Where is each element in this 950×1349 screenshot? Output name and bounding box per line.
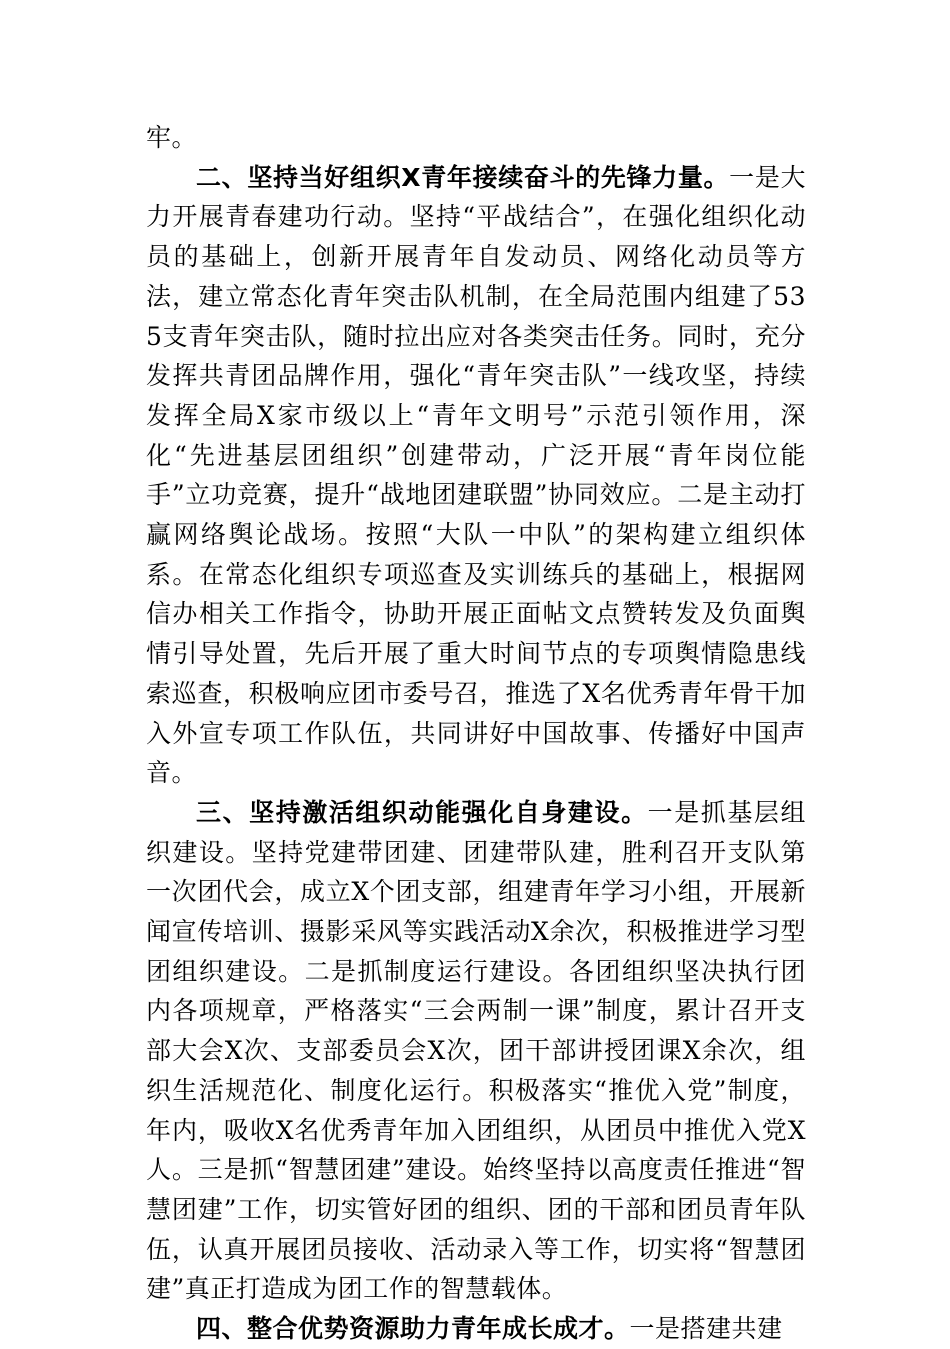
paragraph-text: 一是大力开展青春建功行动。坚持“平战结合”，在强化组织化动员的基础上，创新开展青年自发动员、网络化动员等方法，建立常态化青年突击队机制，在全局范围内组建了535支青年突击队，随时拉出应对各类突击任务。同时，充分发挥共青团品牌作用，强化“青年突击队”一线攻坚，持续发挥全局X家市级以上“青年文明号”示范引领作用，深化“先进基层团组织”创建带动，广泛开展“青年岗位能手”立功竞赛，提升“战地团建联盟”协同效应。二是主动打赢网络舆论战场。按照“大队一中队”的架构建立组织体系。在常态化组织专项巡查及实训练兵的基础上，根据网信办相关工作指令，协助开展正面帖文点赞转发及负面舆情引导处置，先后开展了重大时间节点的专项舆情隐患线索巡查，积极响应团市委号召，推选了X名优秀青年骨干加入外宣专项工作队伍，共同讲好中国故事、传播好中国声音。 (146, 162, 806, 788)
paragraph-section-two (146, 158, 806, 793)
paragraph-text: 一是抓基层组织建设。坚持党建带团建、团建带队建，胜利召开支队第一次团代会，成立X个团支部，组建青年学习小组，开展新闻宣传培训、摄影采风等实践活动X余次，积极推进学习型团组织建设。二是抓制度运行建设。各团组织坚决执行团内各项规章，严格落实“三会两制一课”制度，累计召开支部大会X次、支部委员会X次，团干部讲授团课X余次，组织生活规范化、制度化运行。积极落实“推优入党”制度，年内，吸收X名优秀青年加入团组织，从团员中推优入党X人。三是抓“智慧团建”建设。始终坚持以高度责任推进“智慧团建”工作，切实管好团的组织、团的干部和团员青年队伍，认真开展团员接收、活动录入等工作，切实将“智慧团建”真正打造成为团工作的智慧载体。 (146, 797, 806, 1304)
paragraph-section-three (146, 793, 806, 1309)
section-heading: 二、坚持当好组织X青年接续奋斗的先锋力量。 (196, 162, 730, 192)
section-heading: 四、整合优势资源助力青年成长成才。 (196, 1314, 630, 1344)
section-heading: 三、坚持激活组织动能强化自身建设。 (196, 797, 648, 827)
paragraph-text: 牢。 (146, 123, 198, 152)
paragraph-text: 一是搭建共建 (629, 1314, 783, 1344)
paragraph-section-four (146, 1309, 806, 1349)
paragraph-continued (146, 118, 806, 158)
document-body (146, 118, 806, 1349)
